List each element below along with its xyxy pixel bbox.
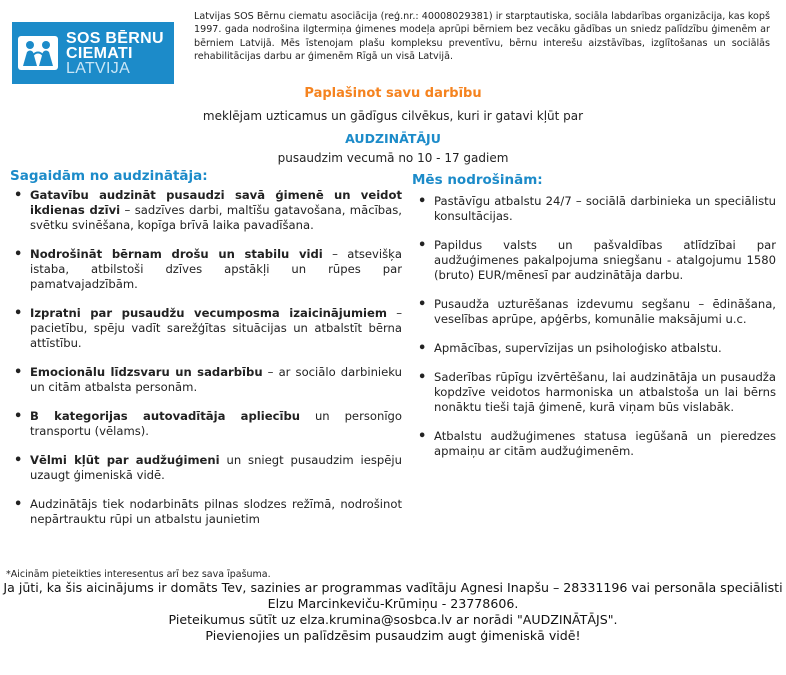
item-bold: B kategorijas autovadītāja apliecību	[30, 409, 301, 423]
list-item: • Pusaudža uzturēšanas izdevumu segšanu – ēdināšana, veselības aprūpe, apģērbs, komunālie maksājumi u.c.	[416, 297, 776, 327]
benefits-list	[416, 194, 776, 473]
list-item: • Apmācības, supervīzijas un psiholoģisko atbalstu.	[416, 341, 776, 356]
item-bold: Nodrošināt bērnam drošu un stabilu vidi	[30, 247, 323, 261]
logo-line-3: LATVIJA	[66, 59, 131, 77]
requirements-list	[12, 188, 402, 541]
sos-children-logo-icon	[18, 36, 58, 70]
list-item: • Pastāvīgu atbalstu 24/7 – sociālā darbinieka un speciālistu konsultācijas.	[416, 194, 776, 224]
item-text: un sniegt pusaudzim iespēju uzaugt ģimeniskā vidē.	[30, 453, 402, 482]
list-item	[12, 188, 402, 233]
item-bold: Izpratni par pusaudžu vecumposma izaicinājumiem	[30, 306, 387, 320]
role-title: AUDZINĀTĀJU	[345, 131, 441, 146]
list-item	[12, 365, 402, 395]
list-item	[12, 247, 402, 292]
list-item	[12, 453, 402, 483]
sos-logo	[12, 22, 174, 84]
item-bold: Gatavību audzināt pusaudzi savā ģimenē un veidot ikdienas dzīvi	[30, 188, 402, 217]
contact-line-2: Pieteikumus sūtīt uz elza.krumina@sosbca.lv ar norādi "AUDZINĀTĀJS".	[168, 612, 618, 627]
benefits-title: Mēs nodrošinām:	[412, 172, 543, 188]
list-item: • Papildus valsts un pašvaldības atlīdzībai par audžuģimenes pakalpojuma sniegšanu - atalgojumu 1580 (bruto) EUR/mēnesī par audzinātāja darbu.	[416, 238, 776, 283]
item-bold: Vēlmi kļūt par audžuģimeni	[30, 453, 220, 467]
logo-wordmark	[66, 31, 164, 76]
contact-line-1: Ja jūti, ka šis aicinājums ir domāts Tev, sazinies ar programmas vadītāju Agnesi Inapšu – 28331196 vai personāla speciālisti Elzu Marcinkeviču-Krūmiņu - 23778606.	[3, 580, 783, 611]
logo-line-1: SOS BĒRNU	[66, 29, 164, 47]
logo-line-2: CIEMATI	[66, 44, 133, 62]
age-range: pusaudzim vecumā no 10 - 17 gadiem	[277, 151, 509, 165]
item-text: – ar sociālo darbinieku un citām atbalsta personām.	[30, 365, 402, 394]
requirements-title: Sagaidām no audzinātāja:	[10, 168, 208, 184]
contact-block	[0, 580, 786, 644]
list-item	[12, 409, 402, 439]
contact-line-3: Pievienojies un palīdzēsim pusaudzim augt ģimeniskā vidē!	[205, 628, 581, 643]
item-text: – pacietību, spēju vadīt sarežģītas situācijas un atbalstīt bērna attīstību.	[30, 306, 402, 350]
list-item: • Atbalstu audžuģimenes statusa iegūšanā un pieredzes apmaiņu ar citām audžuģimenēm.	[416, 429, 776, 459]
list-item	[12, 497, 402, 527]
footnote: *Aicinām pieteikties interesentus arī bez sava īpašuma.	[6, 569, 271, 580]
item-bold: Emocionālu līdzsvaru un sadarbību	[30, 365, 263, 379]
item-text: Audzinātājs tiek nodarbināts pilnas slodzes režīmā, nodrošinot nepārtrauktu rūpi un atbalstu jaunietim	[30, 497, 402, 526]
item-text: – atsevišķa istaba, atbilstoši dzīves apstākļi un rūpes par pamatvajadzībām.	[30, 247, 402, 291]
item-text: un personīgo transportu (vēlams).	[30, 409, 402, 438]
list-item: • Saderības rūpīgu izvērtēšanu, lai audzinātāja un pusaudža kopdzīve veidotos harmoniska un atbalstoša un lai bērns nonāktu tieši tajā ģimenē, kurā viņam būs vislabāk.	[416, 370, 776, 415]
headline-title: Paplašinot savu darbību	[304, 86, 482, 101]
organization-intro: Latvijas SOS Bērnu ciematu asociācija (reģ.nr.: 40008029381) ir starptautiska, sociāla labdarības organizācija, kas kopš 1997. gada nodrošina ilgtermiņa ģimenes modeļa aprūpi bērniem bez vecāku gādības un sniedz palīdzību ģimenēm ar bērniem Latvijā. Mēs īstenojam plašu kompleksu preventīvu, bērnu interešu aizstāvības, izglītošanas un sociālās rehabilitācijas darbu ar ģimenēm Rīgā un visā Latvijā.	[194, 11, 770, 62]
item-text: – sadzīves darbi, maltīšu gatavošana, mācības, svētku svinēšana, kopīga brīvā laika pavadīšana.	[30, 203, 402, 232]
headline-subtitle: meklējam uzticamus un gādīgus cilvēkus, kuri ir gatavi kļūt par	[202, 109, 584, 123]
list-item	[12, 306, 402, 351]
